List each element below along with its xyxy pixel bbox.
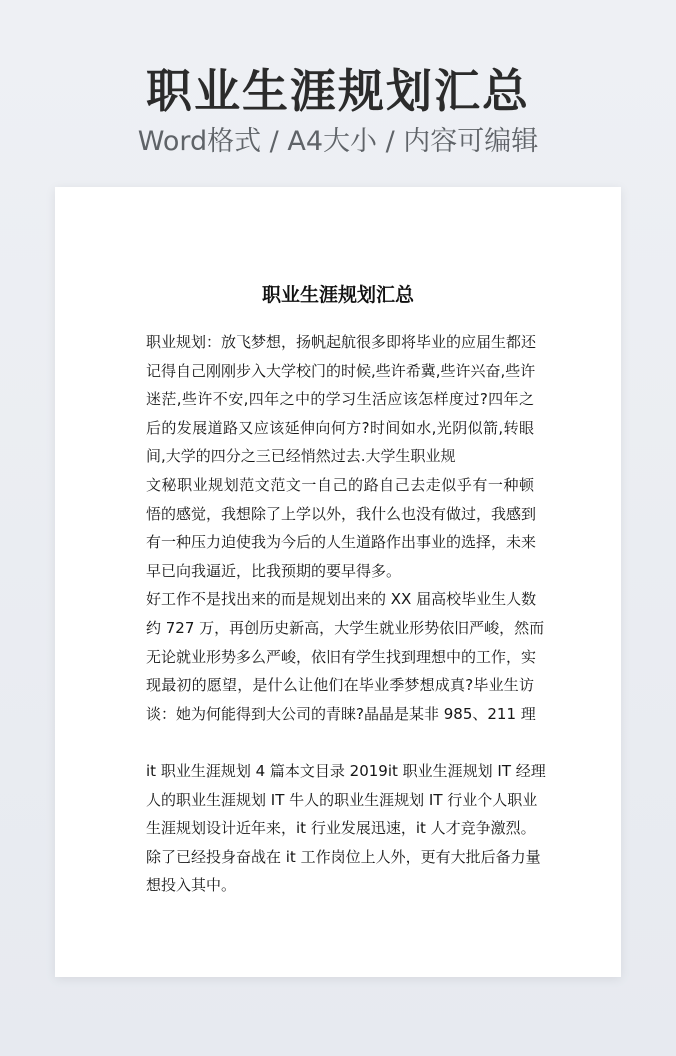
text-line: 文秘职业规划范文范文一自己的路自己去走似乎有一种顿 [146, 475, 534, 494]
text-line: 生涯规划设计近年来，it 行业发展迅速，it 人才竞争激烈。 [146, 819, 536, 838]
text-line: 有一种压力迫使我为今后的人生道路作出事业的选择，未来 [146, 533, 537, 552]
text-line: 好工作不是找出来的而是规划出来的 XX 届高校毕业生人数 [146, 590, 537, 609]
document-body [146, 328, 546, 900]
text-line: 约 727 万，再创历史新高，大学生就业形势依旧严峻，然而 [146, 618, 545, 637]
header [0, 62, 676, 160]
text-line: 人的职业生涯规划 IT 牛人的职业生涯规划 IT 行业个人职业 [146, 790, 538, 809]
page-title: 职业生涯规划汇总 [146, 64, 530, 118]
text-line: 记得自己刚刚步入大学校门的时候,些许希冀,些许兴奋,些许 [146, 361, 536, 380]
page-subtitle: Word格式 / A4大小 / 内容可编辑 [137, 126, 539, 157]
document-title: 职业生涯规划汇总 [261, 284, 414, 306]
text-line: 迷茫,些许不安,四年之中的学习生活应该怎样度过?四年之 [146, 390, 534, 409]
text-line: 早已向我逼近，比我预期的要早得多。 [146, 561, 402, 580]
text-line: 谈：她为何能得到大公司的青睐?晶晶是某非 985、211 理 [146, 704, 536, 723]
text-line: 想投入其中。 [146, 876, 237, 895]
text-line: 后的发展道路又应该延伸向何方?时间如水,光阴似箭,转眼 [146, 418, 534, 437]
text-line: 悟的感觉，我想除了上学以外，我什么也没有做过，我感到 [146, 504, 537, 523]
text-line: 间,大学的四分之三已经悄然过去.大学生职业规 [146, 447, 456, 466]
document-page [55, 187, 621, 977]
text-line: 职业规划：放飞梦想，扬帆起航很多即将毕业的应届生都还 [146, 333, 537, 351]
text-line: 无论就业形势多么严峻，依旧有学生找到理想中的工作，实 [146, 647, 537, 666]
text-line: 现最初的愿望，是什么让他们在毕业季梦想成真?毕业生访 [146, 676, 534, 695]
paragraph-gap [146, 728, 534, 757]
text-line: 除了已经投身奋战在 it 工作岗位上人外，更有大批后备力量 [146, 847, 541, 866]
text-line: it 职业生涯规划 4 篇本文目录 2019it 职业生涯规划 IT 经理 [146, 761, 546, 780]
